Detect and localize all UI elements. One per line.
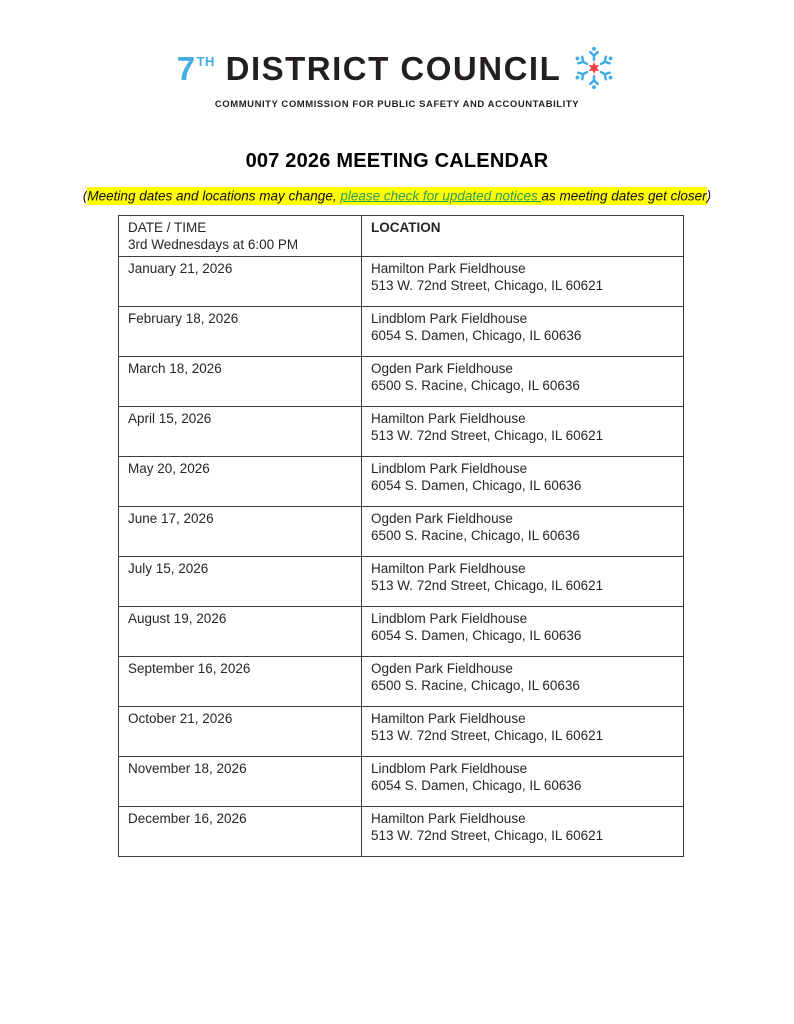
table-row [119, 457, 684, 507]
meeting-date-cell: February 18, 2026 [119, 307, 362, 357]
meeting-location-cell [362, 707, 684, 757]
venue-address: 6500 S. Racine, Chicago, IL 60636 [371, 528, 580, 543]
venue-name: Lindblom Park Fieldhouse [371, 611, 528, 626]
venue-address: 513 W. 72nd Street, Chicago, IL 60621 [371, 428, 604, 443]
date-time-header-line1: DATE / TIME [128, 220, 207, 235]
location-column-header: LOCATION [362, 216, 684, 257]
meeting-location-cell [362, 807, 684, 857]
meeting-calendar-table [118, 215, 684, 857]
meeting-date-cell: October 21, 2026 [119, 707, 362, 757]
meeting-date-cell: September 16, 2026 [119, 657, 362, 707]
venue-name: Lindblom Park Fieldhouse [371, 461, 528, 476]
venue-address: 6054 S. Damen, Chicago, IL 60636 [371, 478, 582, 493]
venue-address: 6500 S. Racine, Chicago, IL 60636 [371, 678, 580, 693]
meeting-location-cell [362, 407, 684, 457]
venue-address: 513 W. 72nd Street, Chicago, IL 60621 [371, 578, 604, 593]
meeting-date-cell: November 18, 2026 [119, 757, 362, 807]
chicago-star-snowflake-icon [571, 45, 617, 91]
venue-address: 6054 S. Damen, Chicago, IL 60636 [371, 328, 582, 343]
district-name: DISTRICT COUNCIL [225, 49, 562, 87]
table-row [119, 507, 684, 557]
notice-line [0, 188, 794, 203]
table-row [119, 257, 684, 307]
date-time-header-line2: 3rd Wednesdays at 6:00 PM [128, 237, 299, 252]
district-ordinal: TH [196, 53, 215, 69]
table-row [119, 307, 684, 357]
meeting-date-cell: December 16, 2026 [119, 807, 362, 857]
venue-name: Ogden Park Fieldhouse [371, 511, 513, 526]
meeting-location-cell [362, 357, 684, 407]
meeting-date-cell: April 15, 2026 [119, 407, 362, 457]
updated-notices-link[interactable]: please check for updated notices [340, 188, 542, 203]
meeting-table-body [119, 257, 684, 857]
notice-close-paren: ) [706, 188, 712, 203]
venue-name: Hamilton Park Fieldhouse [371, 261, 526, 276]
venue-name: Hamilton Park Fieldhouse [371, 411, 526, 426]
meeting-location-cell [362, 657, 684, 707]
venue-address: 6054 S. Damen, Chicago, IL 60636 [371, 628, 582, 643]
notice-text-before-link: Meeting dates and locations may change, [87, 188, 341, 203]
table-row [119, 657, 684, 707]
table-row [119, 357, 684, 407]
meeting-location-cell [362, 257, 684, 307]
page-title: 007 2026 MEETING CALENDAR [245, 150, 549, 172]
org-wordmark [176, 49, 562, 87]
notice-open-paren: ( [82, 188, 88, 203]
meeting-location-cell [362, 607, 684, 657]
venue-name: Hamilton Park Fieldhouse [371, 561, 526, 576]
meeting-location-cell [362, 307, 684, 357]
org-wordmark-row [0, 44, 794, 92]
org-subtitle: COMMUNITY COMMISSION FOR PUBLIC SAFETY AND ACCOUNTABILITY [214, 99, 580, 110]
meeting-date-cell: March 18, 2026 [119, 357, 362, 407]
venue-name: Lindblom Park Fieldhouse [371, 761, 528, 776]
meeting-location-cell [362, 507, 684, 557]
meeting-date-cell: May 20, 2026 [119, 457, 362, 507]
venue-address: 513 W. 72nd Street, Chicago, IL 60621 [371, 828, 604, 843]
table-header-row [119, 216, 684, 257]
meeting-date-cell: January 21, 2026 [119, 257, 362, 307]
table-row [119, 807, 684, 857]
meeting-location-cell [362, 757, 684, 807]
table-row [119, 407, 684, 457]
venue-address: 513 W. 72nd Street, Chicago, IL 60621 [371, 728, 604, 743]
notice-text-after-link: as meeting dates get closer [541, 188, 707, 203]
meeting-date-cell: July 15, 2026 [119, 557, 362, 607]
district-number: 7 [176, 49, 197, 87]
venue-address: 6500 S. Racine, Chicago, IL 60636 [371, 378, 580, 393]
meeting-date-cell: August 19, 2026 [119, 607, 362, 657]
venue-name: Hamilton Park Fieldhouse [371, 811, 526, 826]
venue-name: Ogden Park Fieldhouse [371, 361, 513, 376]
venue-name: Ogden Park Fieldhouse [371, 661, 513, 676]
venue-name: Lindblom Park Fieldhouse [371, 311, 528, 326]
table-row [119, 607, 684, 657]
date-time-column-header [119, 216, 362, 257]
venue-name: Hamilton Park Fieldhouse [371, 711, 526, 726]
table-row [119, 757, 684, 807]
venue-address: 513 W. 72nd Street, Chicago, IL 60621 [371, 278, 604, 293]
meeting-location-cell [362, 457, 684, 507]
notice-highlight [87, 187, 706, 205]
org-logo-block [0, 44, 794, 110]
table-row [119, 557, 684, 607]
meeting-date-cell: June 17, 2026 [119, 507, 362, 557]
table-row [119, 707, 684, 757]
meeting-location-cell [362, 557, 684, 607]
venue-address: 6054 S. Damen, Chicago, IL 60636 [371, 778, 582, 793]
